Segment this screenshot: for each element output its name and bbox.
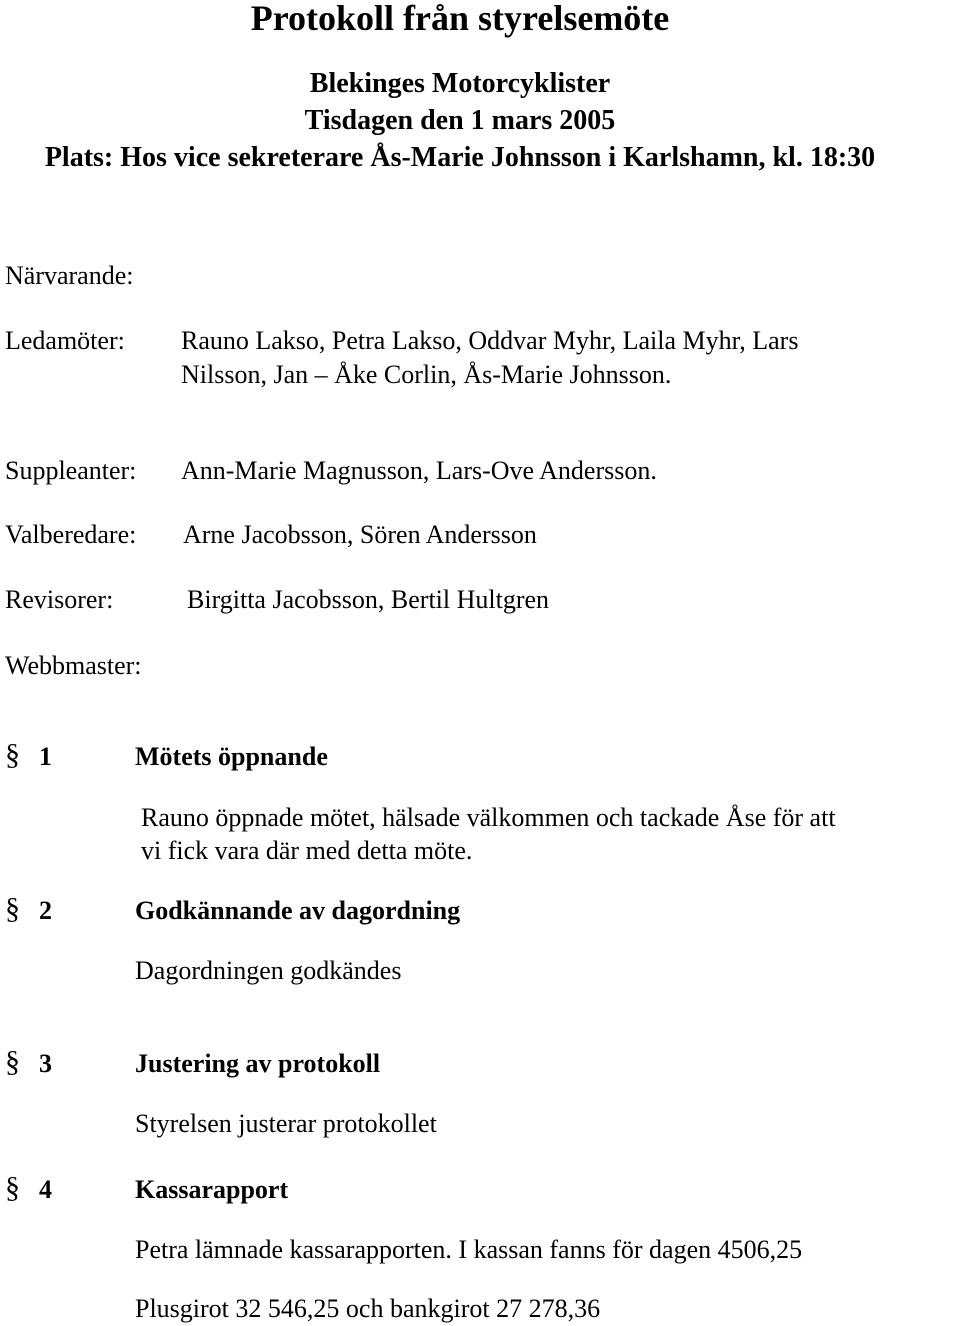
attendance-heading: Närvarande: [5, 261, 134, 290]
section-title: Justering av protokoll [135, 1049, 381, 1078]
nominating-label: Valberedare: [5, 520, 137, 549]
auditors-list: Birgitta Jacobsson, Bertil Hultgren [187, 585, 550, 614]
auditors-label: Revisorer: [5, 585, 114, 614]
webmaster-label: Webbmaster: [5, 651, 142, 680]
members-list-line2: Nilsson, Jan – Åke Corlin, Ås-Marie Johnsson. [181, 360, 672, 389]
section-number: 1 [39, 742, 52, 771]
document-title: Protokoll från styrelsemöte [250, 0, 670, 38]
members-label: Ledamöter: [5, 326, 125, 355]
deputies-label: Suppleanter: [5, 456, 137, 485]
section-title: Godkännande av dagordning [135, 896, 461, 925]
section-symbol: § [5, 1045, 20, 1078]
section-text-line2: Plusgirot 32 546,25 och bankgirot 27 278,36 [135, 1294, 601, 1323]
section-symbol: § [5, 892, 20, 925]
meeting-date: Tisdagen den 1 mars 2005 [304, 105, 616, 136]
section-symbol: § [5, 1171, 20, 1204]
meeting-location: Plats: Hos vice sekreterare Ås-Marie Johnsson i Karlshamn, kl. 18:30 [44, 142, 876, 173]
section-number: 4 [39, 1175, 52, 1204]
nominating-list: Arne Jacobsson, Sören Andersson [183, 520, 537, 549]
section-number: 2 [39, 896, 52, 925]
section-number: 3 [39, 1049, 52, 1078]
organization-name: Blekinges Motorcyklister [309, 68, 611, 99]
section-title: Kassarapport [135, 1175, 289, 1204]
section-text-line1: Dagordningen godkändes [135, 956, 402, 985]
section-text-line1: Styrelsen justerar protokollet [135, 1109, 437, 1138]
members-list-line1: Rauno Lakso, Petra Lakso, Oddvar Myhr, Laila Myhr, Lars [181, 326, 799, 355]
section-text-line1: Rauno öppnade mötet, hälsade välkommen och tackade Åse för att [141, 803, 836, 832]
section-title: Mötets öppnande [135, 742, 328, 771]
deputies-list: Ann-Marie Magnusson, Lars-Ove Andersson. [181, 456, 657, 485]
section-symbol: § [5, 738, 20, 771]
section-text-line1: Petra lämnade kassarapporten. I kassan fanns för dagen 4506,25 [135, 1235, 803, 1264]
section-text-line2: vi fick vara där med detta möte. [141, 836, 473, 865]
